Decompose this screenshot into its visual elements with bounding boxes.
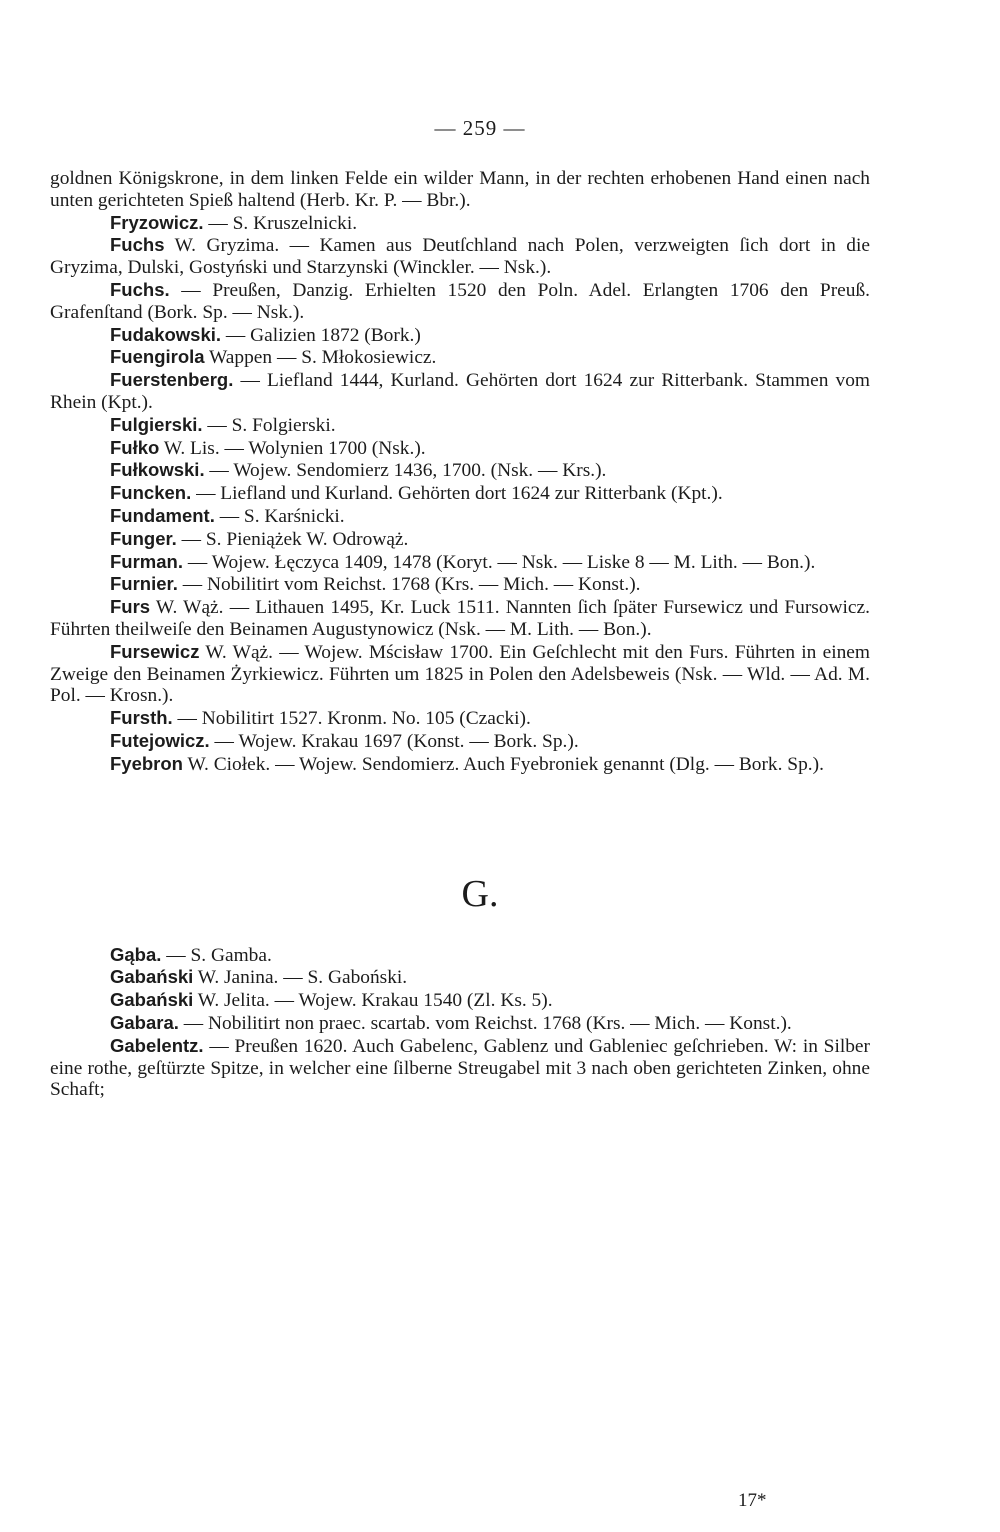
entry-text: — Preußen, Danzig. Erhielten 1520 den Poln. Adel. Erlangten 1706 den Preuß. Grafenſtand (Bork. Sp. — Nsk.). (50, 279, 870, 323)
entry-text: W. Wąż. — Lithauen 1495, Kr. Luck 1511. Nannten ſich ſpäter Fursewicz und Fursowicz. Führten theilweiſe den Beinamen Augustynowicz (Nsk. — M. Lith. — Bon.). (50, 597, 870, 640)
section-letter-heading: G. (461, 872, 499, 915)
entry-text: — Wojew. Krakau 1697 (Konst. — Bork. Sp.). (209, 730, 579, 752)
entry-fulkowski (50, 459, 870, 482)
entry-text: — S. Kruszelnicki. (203, 212, 358, 234)
entry-fryzowicz (50, 212, 870, 235)
entry-text: W. Wąż. — Wojew. Mścisław 1700. Ein Geſchlecht mit den Furs. Führten in einem Zweige den Beinamen Żyrkiewicz. Führten um 1825 in Polen den Adelsbeweis (Nsk. — Wld. — Ad. M. Pol. — Krosn.). (50, 641, 870, 707)
entry-fulko (50, 437, 870, 460)
headword: Fudakowski. (110, 323, 222, 345)
headword: Funger. (110, 527, 177, 549)
headword: Furs (110, 596, 151, 618)
entry-text: Wappen — S. Młokosiewicz. (204, 347, 437, 369)
entry-text: W. Jelita. — Wojew. Krakau 1540 (Zl. Ks. 5). (193, 990, 553, 1012)
headword: Gabara. (110, 1011, 179, 1033)
entry-fuerstenberg (50, 369, 870, 414)
headword: Funcken. (110, 482, 192, 504)
entry-gabara (50, 1012, 870, 1035)
signature-mark: 17* (738, 1490, 767, 1511)
entry-gaba (50, 944, 870, 967)
entry-text: W. Ciołek. — Wojew. Sendomierz. Auch Fyebroniek genannt (Dlg. — Bork. Sp.). (182, 753, 824, 775)
headword: Furnier. (110, 573, 178, 595)
headword: Furman. (110, 550, 183, 572)
entry-gabanski-jelita (50, 989, 870, 1012)
entry-text: — S. Karśnicki. (214, 505, 345, 527)
entry-text: — Wojew. Łęczyca 1409, 1478 (Koryt. — Nsk. — Liske 8 — M. Lith. — Bon.). (182, 551, 816, 573)
entry-furnier (50, 573, 870, 596)
entry-text: — Liefland und Kurland. Gehörten dort 1624 zur Ritterbank (Kpt.). (191, 483, 723, 505)
page-body (50, 168, 870, 1101)
headword: Fursewicz (110, 640, 200, 662)
headword: Gąba. (110, 943, 162, 965)
headword: Fułkowski. (110, 459, 205, 481)
headword: Fułko (110, 436, 160, 458)
entry-funcken (50, 482, 870, 505)
headword: Fuerstenberg. (110, 369, 234, 391)
entry-funger (50, 528, 870, 551)
continuation-text: goldnen Königskrone, in dem linken Felde ein wilder Mann, in der rechten erhobenen Hand einen nach unten gerichteten Spieß haltend (Herb. Kr. P. — Bbr.). (50, 168, 870, 211)
entry-text: — Preußen 1620. Auch Gabelenc, Gablenz und Gableniec geſchrieben. W: in Silber eine rothe, geſtürzte Spitze, in welcher eine ſilberne Streugabel mit 3 nach oben gerichteten Zinken, ohne Schaft; (50, 1035, 870, 1101)
entry-text: — Galizien 1872 (Bork.) (221, 324, 421, 346)
entry-fursewicz (50, 641, 870, 707)
entry-text: — Nobilitirt 1527. Kronm. No. 105 (Czacki). (172, 708, 531, 730)
entry-text: W. Janina. — S. Gaboński. (193, 967, 408, 989)
entry-text: — S. Gamba. (161, 944, 272, 966)
entry-furs (50, 596, 870, 641)
entry-fursth (50, 707, 870, 730)
headword: Fulgierski. (110, 413, 203, 435)
page-number: — 259 — (434, 116, 526, 140)
entry-text: W. Lis. — Wolynien 1700 (Nsk.). (159, 437, 426, 459)
entry-text: W. Gryzima. — Kamen aus Deutſchland nach Polen, verzweigten ſich dort in die Gryzima, Dulski, Gostyński und Starzynski (Winckler. — Nsk.). (50, 235, 870, 279)
headword: Fundament. (110, 504, 215, 526)
entry-text: — S. Folgierski. (202, 414, 336, 436)
entry-text: — Nobilitirt vom Reichst. 1768 (Krs. — Mich. — Konst.). (177, 574, 641, 596)
entry-fuchs-gryzima (50, 234, 870, 279)
entry-fulgierski (50, 414, 870, 437)
headword: Fursth. (110, 707, 173, 729)
entry-text: — Liefland 1444, Kurland. Gehörten dort 1624 zur Ritterbank. Stammen vom Rhein (Kpt.). (50, 370, 870, 413)
headword: Fuengirola (110, 346, 205, 368)
headword: Futejowicz. (110, 729, 210, 751)
entry-furman (50, 551, 870, 574)
entry-fundament (50, 505, 870, 528)
headword: Fuchs. (110, 278, 170, 300)
entry-text: — Wojew. Sendomierz 1436, 1700. (Nsk. — Krs.). (204, 460, 607, 482)
entry-gabanski-janina (50, 966, 870, 989)
entry-fudakowski (50, 324, 870, 347)
headword: Fyebron (110, 752, 183, 774)
headword: Gabański (110, 989, 194, 1011)
headword: Fuchs (110, 234, 165, 256)
headword: Fryzowicz. (110, 211, 204, 233)
entry-fuengirola (50, 346, 870, 369)
headword: Gabański (110, 966, 194, 988)
entry-text: — Nobilitirt non praec. scartab. vom Reichst. 1768 (Krs. — Mich. — Konst.). (178, 1012, 792, 1034)
entry-futejowicz (50, 730, 870, 753)
entry-fuchs-preussen (50, 279, 870, 324)
headword: Gabelentz. (110, 1034, 204, 1056)
entry-fyebron (50, 753, 870, 776)
entry-gabelentz (50, 1035, 870, 1101)
entry-text: — S. Pieniążek W. Odrowąż. (176, 528, 409, 550)
